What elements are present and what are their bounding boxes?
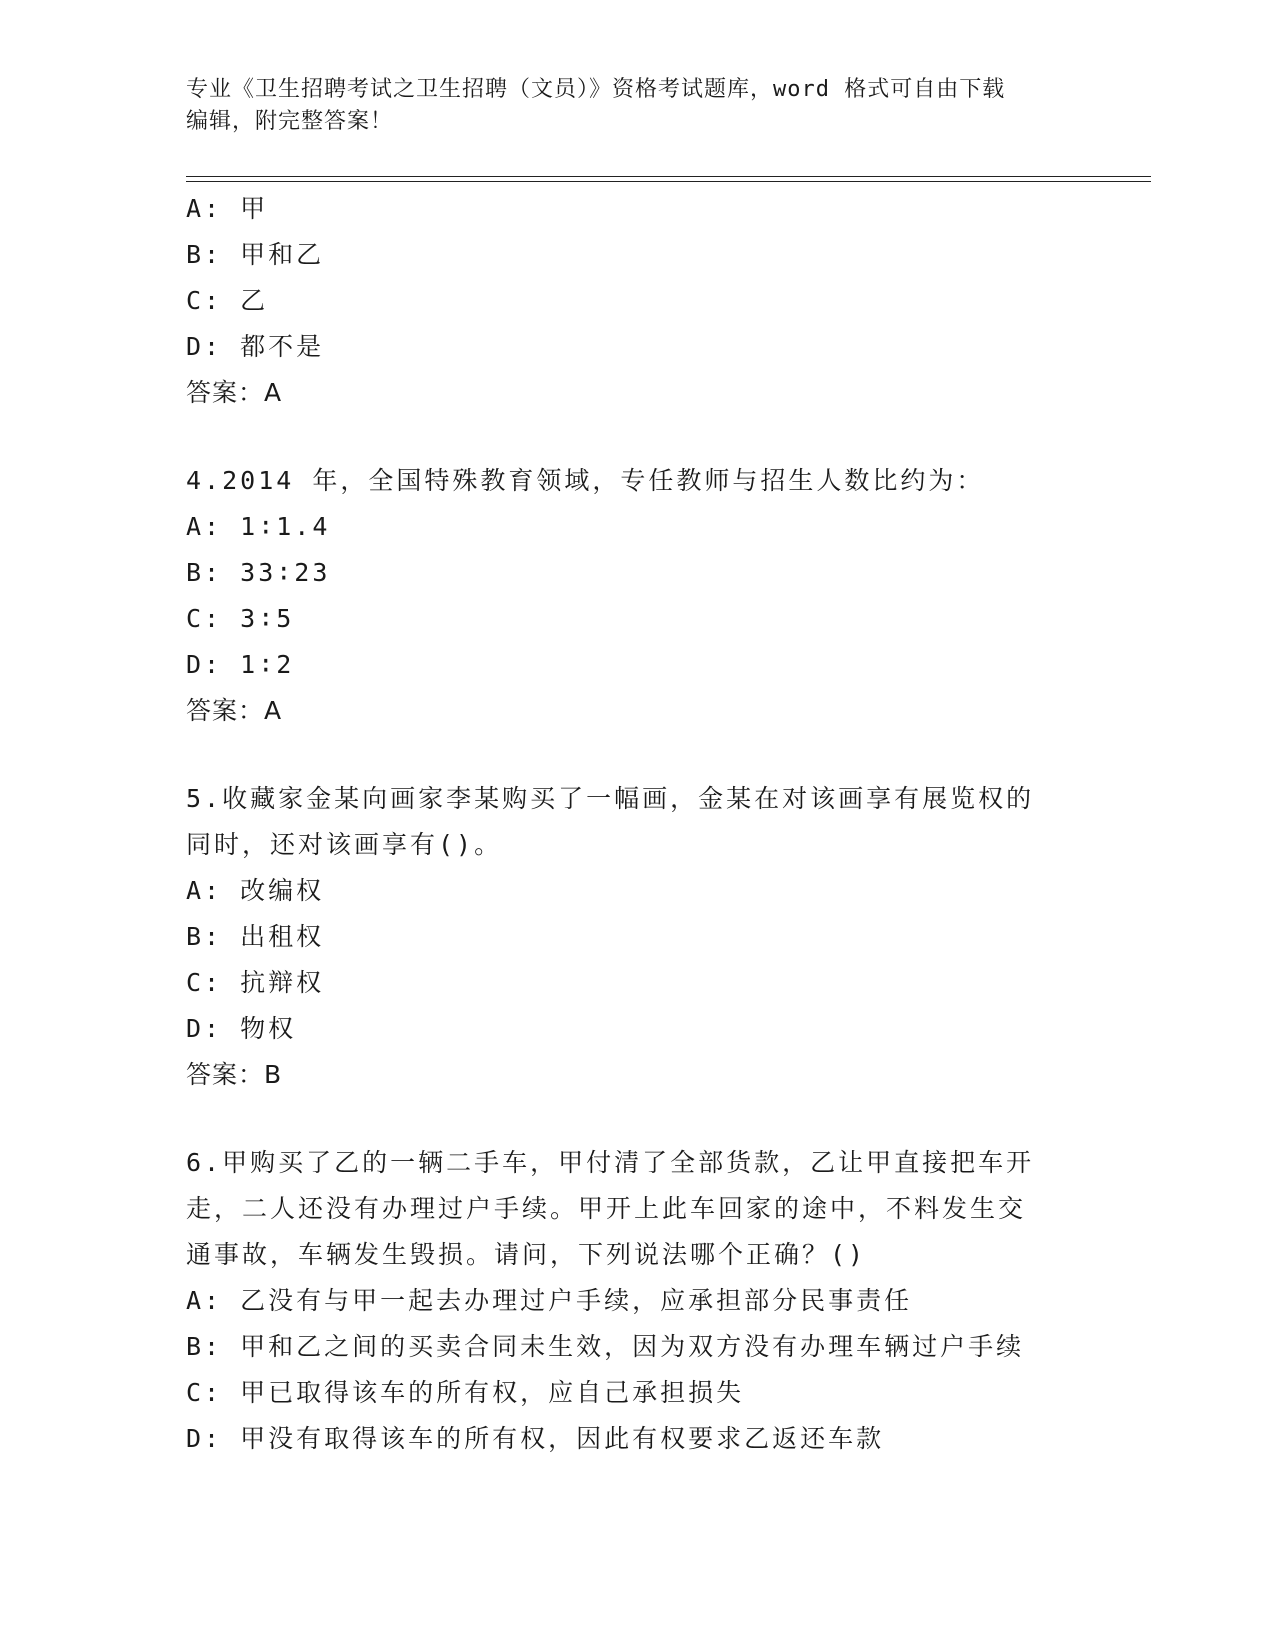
q6-stem-line-3: 通事故，车辆发生毁损。请问，下列说法哪个正确？() xyxy=(186,1240,867,1269)
q5-stem-line-2: 同时，还对该画享有()。 xyxy=(186,830,503,859)
q3-answer: 答案：A xyxy=(186,378,283,407)
header-divider-top xyxy=(186,176,1151,177)
q3-option-a: A: 甲 xyxy=(186,194,269,223)
question-3 xyxy=(186,186,1086,416)
q5-option-b: B: 出租权 xyxy=(186,922,325,951)
q6-option-b: B: 甲和乙之间的买卖合同未生效，因为双方没有办理车辆过户手续 xyxy=(186,1332,1025,1361)
q3-option-b: B: 甲和乙 xyxy=(186,240,325,269)
spacer xyxy=(186,416,1086,458)
header-line-1: 专业《卫生招聘考试之卫生招聘（文员）》资格考试题库，word 格式可自由下载 xyxy=(186,77,1006,102)
question-6 xyxy=(186,1140,1086,1462)
spacer xyxy=(186,1098,1086,1140)
q5-option-d: D: 物权 xyxy=(186,1014,297,1043)
page-header xyxy=(186,74,1086,138)
q5-stem-line-1: 5.收藏家金某向画家李某购买了一幅画，金某在对该画享有展览权的 xyxy=(186,784,1035,813)
q6-stem-line-1: 6.甲购买了乙的一辆二手车，甲付清了全部货款，乙让甲直接把车开 xyxy=(186,1148,1035,1177)
question-list xyxy=(186,186,1086,1462)
question-4 xyxy=(186,458,1086,734)
header-divider-bottom xyxy=(186,181,1151,182)
q3-option-d: D: 都不是 xyxy=(186,332,325,361)
q4-answer: 答案：A xyxy=(186,696,283,725)
q4-option-a: A: 1∶1.4 xyxy=(186,512,331,541)
q6-option-a: A: 乙没有与甲一起去办理过户手续，应承担部分民事责任 xyxy=(186,1286,913,1315)
q6-option-c: C: 甲已取得该车的所有权，应自己承担损失 xyxy=(186,1378,745,1407)
header-line-2: 编辑，附完整答案！ xyxy=(186,109,394,134)
q5-option-c: C: 抗辩权 xyxy=(186,968,325,997)
q4-option-b: B: 33∶23 xyxy=(186,558,331,587)
q5-option-a: A: 改编权 xyxy=(186,876,325,905)
q4-stem: 4.2014 年，全国特殊教育领域，专任教师与招生人数比约为： xyxy=(186,466,985,495)
q4-option-d: D: 1∶2 xyxy=(186,650,295,679)
spacer xyxy=(186,734,1086,776)
question-5 xyxy=(186,776,1086,1098)
q6-stem-line-2: 走，二人还没有办理过户手续。甲开上此车回家的途中，不料发生交 xyxy=(186,1194,1027,1223)
q6-option-d: D: 甲没有取得该车的所有权，因此有权要求乙返还车款 xyxy=(186,1424,885,1453)
q3-option-c: C: 乙 xyxy=(186,286,269,315)
q5-answer: 答案：B xyxy=(186,1060,283,1089)
q4-option-c: C: 3∶5 xyxy=(186,604,295,633)
